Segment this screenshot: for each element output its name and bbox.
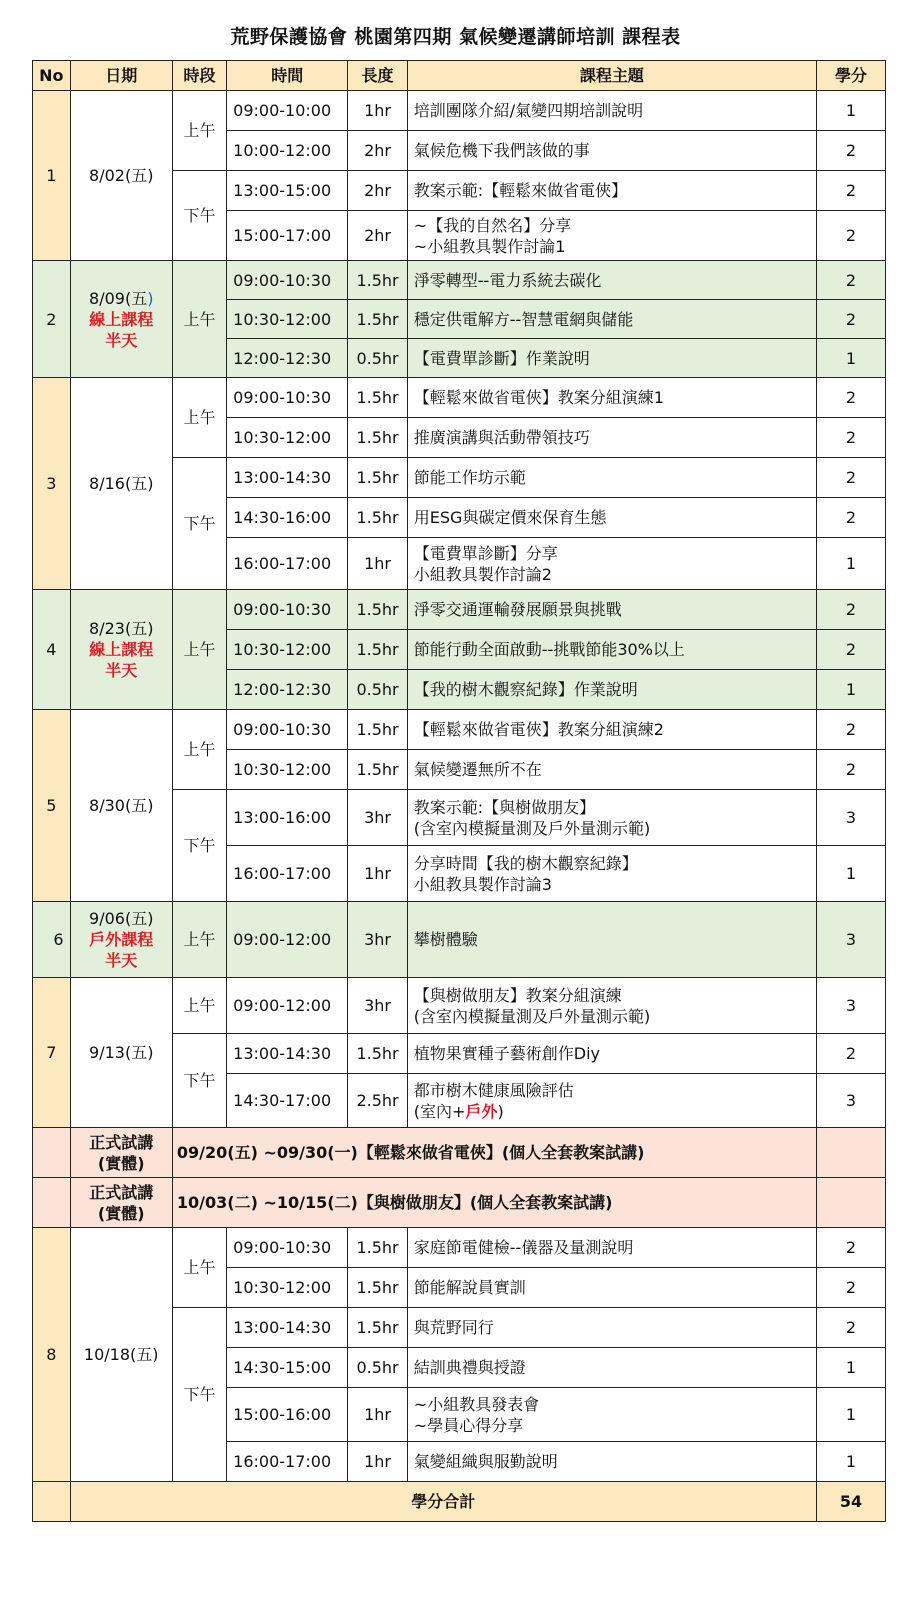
length-cell: 1.5hr <box>348 710 408 750</box>
credit-cell: 2 <box>817 630 886 670</box>
trial-row <box>33 1128 886 1178</box>
credit-cell: 2 <box>817 498 886 538</box>
topic-line: 教案示範:【與樹做朋友】 <box>413 797 596 817</box>
topic-text: (室內+ <box>413 1101 466 1121</box>
session-no: 7 <box>33 978 71 1128</box>
length-cell: 1.5hr <box>348 498 408 538</box>
session-date <box>70 902 172 978</box>
table-row <box>33 710 886 750</box>
length-cell: 1.5hr <box>348 1308 408 1348</box>
period-am: 上午 <box>172 590 226 710</box>
time-cell: 13:00-15:00 <box>227 171 348 211</box>
length-cell: 1hr <box>348 1388 408 1442</box>
period-am: 上午 <box>172 978 226 1034</box>
topic-line <box>414 1101 810 1122</box>
credit-cell: 2 <box>817 590 886 630</box>
credit-cell: 1 <box>817 91 886 131</box>
time-cell: 15:00-16:00 <box>227 1388 348 1442</box>
length-cell: 1.5hr <box>348 590 408 630</box>
halfday-label: 半天 <box>105 330 138 350</box>
header-period: 時段 <box>172 61 226 91</box>
topic-cell: 【我的樹木觀察紀錄】作業說明 <box>407 670 816 710</box>
page-title: 荒野保護協會 桃園第四期 氣候變遷講師培訓 課程表 <box>230 26 681 48</box>
credit-cell: 2 <box>817 710 886 750</box>
credit-cell: 2 <box>817 211 886 261</box>
credit-cell: 1 <box>817 846 886 902</box>
session-date <box>70 590 172 710</box>
length-cell: 1.5hr <box>348 750 408 790</box>
topic-line: 分享時間【我的樹木觀察紀錄】 <box>413 853 638 873</box>
topic-line: 小組教具製作討論2 <box>413 564 552 584</box>
length-cell: 1.5hr <box>348 1034 408 1074</box>
schedule-table <box>32 60 886 1522</box>
halfday-label: 半天 <box>105 661 138 680</box>
credit-cell: 2 <box>817 131 886 171</box>
total-row <box>33 1482 886 1522</box>
table-row <box>33 1228 886 1268</box>
date-text: 8/09(五 <box>89 288 148 308</box>
topic-cell: 推廣演講與活動帶領技巧 <box>407 418 816 458</box>
period-am: 上午 <box>172 1228 226 1308</box>
length-cell: 3hr <box>348 978 408 1034</box>
credit-cell: 2 <box>817 1308 886 1348</box>
topic-cell: 【電費單診斷】作業說明 <box>407 339 816 378</box>
time-cell: 10:00-12:00 <box>227 131 348 171</box>
topic-cell: 氣候變遷無所不在 <box>407 750 816 790</box>
length-cell: 1hr <box>348 1442 408 1482</box>
length-cell: 2.5hr <box>348 1074 408 1128</box>
header-length: 長度 <box>348 61 408 91</box>
time-cell: 09:00-12:00 <box>227 978 348 1034</box>
session-no: 1 <box>33 91 71 261</box>
topic-cell: 結訓典禮與授證 <box>407 1348 816 1388</box>
topic-cell: 培訓團隊介紹/氣變四期培訓說明 <box>407 91 816 131</box>
time-cell: 10:30-12:00 <box>227 750 348 790</box>
length-cell: 1.5hr <box>348 630 408 670</box>
length-cell: 1.5hr <box>348 261 408 300</box>
topic-cell <box>407 1388 816 1442</box>
length-cell: 2hr <box>348 171 408 211</box>
length-cell: 3hr <box>348 790 408 846</box>
trial-label <box>70 1128 172 1178</box>
time-cell: 12:00-12:30 <box>227 339 348 378</box>
topic-cell: 節能工作坊示範 <box>407 458 816 498</box>
credit-cell: 3 <box>817 978 886 1034</box>
length-cell: 1.5hr <box>348 300 408 339</box>
length-cell: 1.5hr <box>348 1268 408 1308</box>
topic-line: 【電費單診斷】分享 <box>413 543 558 563</box>
period-pm: 下午 <box>172 171 226 261</box>
credit-cell: 2 <box>817 171 886 211</box>
period-am: 上午 <box>172 261 226 378</box>
total-label: 學分合計 <box>70 1482 816 1522</box>
topic-cell: 淨零轉型--電力系統去碳化 <box>407 261 816 300</box>
trial-credit-cell <box>817 1128 886 1178</box>
topic-line: (含室內模擬量測及戶外量測示範) <box>413 818 651 838</box>
trial-row <box>33 1178 886 1228</box>
time-cell: 13:00-16:00 <box>227 790 348 846</box>
credit-cell: 2 <box>817 378 886 418</box>
period-pm: 下午 <box>172 458 226 590</box>
session-date: 9/13(五) <box>70 978 172 1128</box>
topic-cell <box>407 846 816 902</box>
trial-text: 09/20(五) ~09/30(一)【輕鬆來做省電俠】(個人全套教案試講) <box>172 1128 816 1178</box>
credit-cell: 2 <box>817 261 886 300</box>
total-no-cell <box>33 1482 71 1522</box>
length-cell: 3hr <box>348 902 408 978</box>
date-paren: ) <box>147 288 154 308</box>
time-cell: 16:00-17:00 <box>227 846 348 902</box>
header-credit: 學分 <box>817 61 886 91</box>
time-cell: 09:00-10:00 <box>227 91 348 131</box>
session-no: 3 <box>33 378 71 590</box>
date-text: 9/06(五) <box>89 909 154 928</box>
topic-cell: 穩定供電解方--智慧電網與儲能 <box>407 300 816 339</box>
topic-line: 【與樹做朋友】教案分組演練 <box>413 985 622 1005</box>
period-am: 上午 <box>172 710 226 790</box>
session-no: 5 <box>33 710 71 902</box>
topic-cell: 淨零交通運輸發展願景與挑戰 <box>407 590 816 630</box>
period-am: 上午 <box>172 378 226 458</box>
outdoor-highlight: 戶外 <box>465 1101 498 1121</box>
trial-credit-cell <box>817 1178 886 1228</box>
topic-cell <box>407 978 816 1034</box>
topic-cell <box>407 538 816 590</box>
session-date: 8/30(五) <box>70 710 172 902</box>
time-cell: 10:30-12:00 <box>227 1268 348 1308</box>
topic-cell: 節能解說員實訓 <box>407 1268 816 1308</box>
session-date: 8/16(五) <box>70 378 172 590</box>
credit-cell: 2 <box>817 1268 886 1308</box>
length-cell: 1hr <box>348 846 408 902</box>
topic-cell: 節能行動全面啟動--挑戰節能30%以上 <box>407 630 816 670</box>
time-cell: 13:00-14:30 <box>227 1308 348 1348</box>
time-cell: 14:30-15:00 <box>227 1348 348 1388</box>
credit-cell: 1 <box>817 538 886 590</box>
topic-line: ~小組教具發表會 <box>413 1394 540 1414</box>
period-am: 上午 <box>172 902 226 978</box>
trial-no-cell <box>33 1128 71 1178</box>
time-cell: 13:00-14:30 <box>227 458 348 498</box>
table-row <box>33 590 886 630</box>
date-text: 8/23(五) <box>89 619 154 638</box>
length-cell: 1hr <box>348 91 408 131</box>
time-cell: 09:00-12:00 <box>227 902 348 978</box>
session-no: 4 <box>33 590 71 710</box>
session-no: 8 <box>33 1228 71 1482</box>
topic-cell: 用ESG與碳定價來保育生態 <box>407 498 816 538</box>
topic-cell <box>407 1074 816 1128</box>
time-cell: 09:00-10:30 <box>227 1228 348 1268</box>
credit-cell: 1 <box>817 1442 886 1482</box>
time-cell: 14:30-17:00 <box>227 1074 348 1128</box>
time-cell: 12:00-12:30 <box>227 670 348 710</box>
length-cell: 1.5hr <box>348 1228 408 1268</box>
trial-label-line: (實體) <box>97 1203 145 1223</box>
time-cell: 09:00-10:30 <box>227 590 348 630</box>
session-date: 8/02(五) <box>70 91 172 261</box>
table-row <box>33 91 886 131</box>
topic-cell: 攀樹體驗 <box>407 902 816 978</box>
length-cell: 0.5hr <box>348 670 408 710</box>
header-time: 時間 <box>227 61 348 91</box>
credit-cell: 2 <box>817 418 886 458</box>
period-pm: 下午 <box>172 790 226 902</box>
topic-line: ~小組教具製作討論1 <box>413 236 566 256</box>
topic-line: ~【我的自然名】分享 <box>413 215 572 235</box>
topic-line: ~學員心得分享 <box>413 1415 524 1435</box>
credit-cell: 3 <box>817 1074 886 1128</box>
time-cell: 09:00-10:30 <box>227 261 348 300</box>
outdoor-label: 戶外課程 <box>89 930 154 949</box>
time-cell: 13:00-14:30 <box>227 1034 348 1074</box>
time-cell: 10:30-12:00 <box>227 418 348 458</box>
trial-label-line: 正式試講 <box>89 1132 154 1152</box>
topic-cell: 植物果實種子藝術創作Diy <box>407 1034 816 1074</box>
credit-cell: 2 <box>817 1228 886 1268</box>
period-am: 上午 <box>172 91 226 171</box>
trial-label <box>70 1178 172 1228</box>
period-pm: 下午 <box>172 1034 226 1128</box>
credit-cell: 2 <box>817 300 886 339</box>
trial-label-line: (實體) <box>97 1153 145 1173</box>
session-no: 6 <box>33 902 71 978</box>
topic-cell: 家庭節電健檢--儀器及量測說明 <box>407 1228 816 1268</box>
topic-cell: 教案示範:【輕鬆來做省電俠】 <box>407 171 816 211</box>
credit-cell: 3 <box>817 790 886 846</box>
time-cell: 15:00-17:00 <box>227 211 348 261</box>
credit-cell: 3 <box>817 902 886 978</box>
topic-cell: 【輕鬆來做省電俠】教案分組演練1 <box>407 378 816 418</box>
total-value: 54 <box>817 1482 886 1522</box>
credit-cell: 1 <box>817 1348 886 1388</box>
credit-cell: 2 <box>817 458 886 498</box>
header-date: 日期 <box>70 61 172 91</box>
online-label: 線上課程 <box>89 640 154 659</box>
session-no: 2 <box>33 261 71 378</box>
time-cell: 10:30-12:00 <box>227 300 348 339</box>
topic-cell: 與荒野同行 <box>407 1308 816 1348</box>
header-topic: 課程主題 <box>407 61 816 91</box>
header-row <box>33 61 886 91</box>
length-cell: 1hr <box>348 538 408 590</box>
length-cell: 0.5hr <box>348 1348 408 1388</box>
length-cell: 2hr <box>348 211 408 261</box>
period-pm: 下午 <box>172 1308 226 1482</box>
topic-cell: 【輕鬆來做省電俠】教案分組演練2 <box>407 710 816 750</box>
header-no: No <box>33 61 71 91</box>
online-label: 線上課程 <box>89 309 154 329</box>
trial-no-cell <box>33 1178 71 1228</box>
topic-cell: 氣變組織與服勤說明 <box>407 1442 816 1482</box>
time-cell: 09:00-10:30 <box>227 378 348 418</box>
session-date <box>70 261 172 378</box>
length-cell: 0.5hr <box>348 339 408 378</box>
trial-text: 10/03(二) ~10/15(二)【與樹做朋友】(個人全套教案試講) <box>172 1178 816 1228</box>
time-cell: 16:00-17:00 <box>227 538 348 590</box>
time-cell: 09:00-10:30 <box>227 710 348 750</box>
time-cell: 10:30-12:00 <box>227 630 348 670</box>
topic-cell <box>407 790 816 846</box>
halfday-label: 半天 <box>105 951 138 970</box>
time-cell: 16:00-17:00 <box>227 1442 348 1482</box>
time-cell: 14:30-16:00 <box>227 498 348 538</box>
table-row <box>33 902 886 978</box>
table-row <box>33 978 886 1034</box>
session-date: 10/18(五) <box>70 1228 172 1482</box>
length-cell: 1.5hr <box>348 378 408 418</box>
table-row <box>33 261 886 300</box>
credit-cell: 2 <box>817 1034 886 1074</box>
length-cell: 2hr <box>348 131 408 171</box>
length-cell: 1.5hr <box>348 418 408 458</box>
topic-cell <box>407 211 816 261</box>
length-cell: 1.5hr <box>348 458 408 498</box>
topic-cell: 氣候危機下我們該做的事 <box>407 131 816 171</box>
credit-cell: 1 <box>817 339 886 378</box>
table-row <box>33 378 886 418</box>
topic-line: 小組教具製作討論3 <box>413 874 552 894</box>
topic-line: (含室內模擬量測及戶外量測示範) <box>413 1006 651 1026</box>
credit-cell: 1 <box>817 670 886 710</box>
credit-cell: 1 <box>817 1388 886 1442</box>
topic-text: ) <box>497 1101 504 1121</box>
trial-label-line: 正式試講 <box>89 1182 154 1202</box>
credit-cell: 2 <box>817 750 886 790</box>
topic-line: 都市樹木健康風險評估 <box>413 1080 574 1100</box>
